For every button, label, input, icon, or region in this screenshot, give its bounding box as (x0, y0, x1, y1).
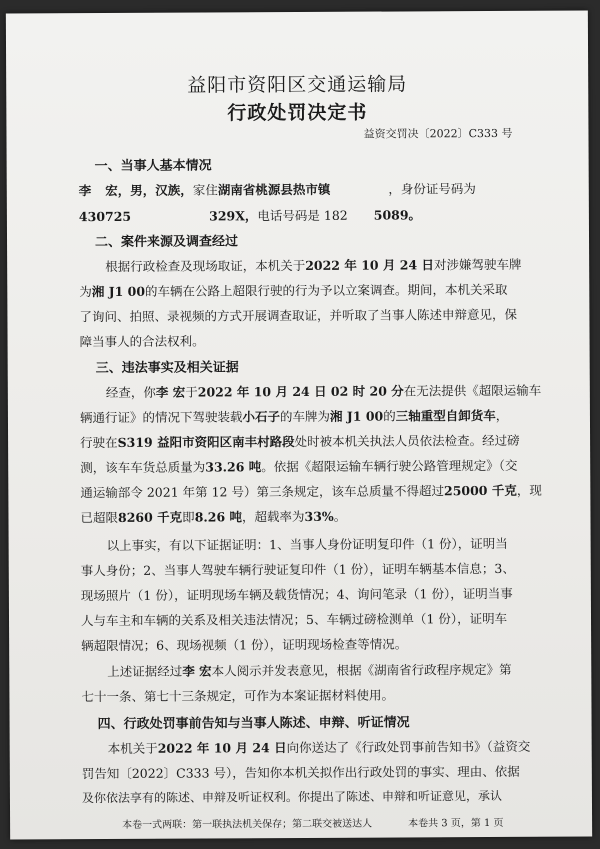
document-page (6, 10, 592, 839)
evidence-line-2: 事人身份；2、当事人驾驶车辆行驶证复印件（1 份），证明车辆基本信息；3、 (80, 560, 515, 579)
facts-line-1: 经查，你李 宏于2022 年 10 月 24 日 02 时 20 分在无法提供《超限运输车 (105, 382, 542, 401)
issuing-organization: 益阳市资阳区交通运输局 (187, 73, 408, 97)
evidence-review-line-1: 上述证据经过李 宏本人阅示并发表意见，根据《湖南省行政程序规定》第 (107, 661, 512, 680)
facts-line-3: 行驶在S319 益阳市资阳区南丰村路段处时被本机关执法人员依法检查。经过磅 (80, 432, 520, 451)
document-title: 行政处罚决定书 (227, 101, 368, 125)
facts-line-2: 辆通行证》的情况下驾驶装载小石子的车牌为湘 J1 00的三轴重型自卸货车， (79, 407, 509, 426)
prior-notice-line-3: 及你依法享有的陈述、申辩及听证权利。你提出了陈述、申辩和听证意见，承认 (81, 788, 502, 806)
party-info-line-2: 430725 329X，电话号码是 182 5089。 (78, 207, 422, 225)
facts-line-5: 通运输部令 2021 年第 12 号）第三条规定，该车总质量不得超过25000 千克，现 (80, 482, 542, 501)
section-heading-facts-evidence: 三、违法事实及相关证据 (95, 360, 239, 377)
evidence-line-4: 人与车主和车辆的关系及相关违法情况；5、车辆过磅检测单（1 份），证明车 (80, 610, 508, 629)
section-heading-party-info: 一、当事人基本情况 (94, 158, 212, 175)
case-source-line-4: 障当事人的合法权利。 (79, 333, 205, 350)
party-info-line-1: 李 宏，男，汉族，家住湖南省桃源县热市镇 ，身份证号码为 (78, 181, 476, 199)
document-number: 益资交罚决〔2022〕C333 号 (363, 126, 513, 141)
section-heading-prior-notice: 四、行政处罚事前告知与当事人陈述、申辩、听证情况 (97, 715, 410, 733)
footer-copies-note: 本卷一式两联：第一联执法机关保存；第二联交被送达人 (122, 818, 373, 831)
facts-line-4: 测，该车车货总质量为33.26 吨。依据《超限运输车辆行驶公路管理规定》（交 (80, 457, 518, 476)
section-heading-case-source: 二、案件来源及调查经过 (95, 234, 239, 251)
case-source-line-3: 了询问、拍照、录视频的方式开展调查取证，并听取了当事人陈述申辩意见，保 (79, 306, 517, 325)
case-source-line-2: 为湘 J1 00的车辆在公路上超限行驶的行为予以立案调查。期间，本机关采取 (79, 281, 508, 300)
prior-notice-line-2: 罚告知〔2022〕C333 号），告知你本机关拟作出行政处罚的事实、理由、依据 (81, 763, 520, 782)
evidence-review-line-2: 七十一条、第七十三条规定，可作为本案证据材料使用。 (81, 687, 394, 705)
case-source-line-1: 根据行政检查及现场取证，本机关于2022 年 10 月 24 日对涉嫌驾驶车牌 (105, 256, 522, 275)
evidence-line-3: 现场照片（1 份），证明现场车辆及载货情况；4、询问笔录（1 份），证明当事 (80, 585, 513, 604)
footer-page-number: 本卷共 3 页，第 1 页 (408, 817, 504, 830)
evidence-line-1: 以上事实，有以下证据证明：1、当事人身份证明复印件（1 份），证明当 (106, 535, 508, 554)
prior-notice-line-1: 本机关于2022 年 10 月 24 日向你送达了《行政处罚事前告知书》（益资交 (107, 738, 531, 757)
facts-line-6: 已超限8260 千克即8.26 吨，超载率为33%。 (80, 508, 347, 526)
evidence-line-5: 辆超限情况；6、现场视频（1 份），证明现场检查等情况。 (81, 636, 408, 654)
